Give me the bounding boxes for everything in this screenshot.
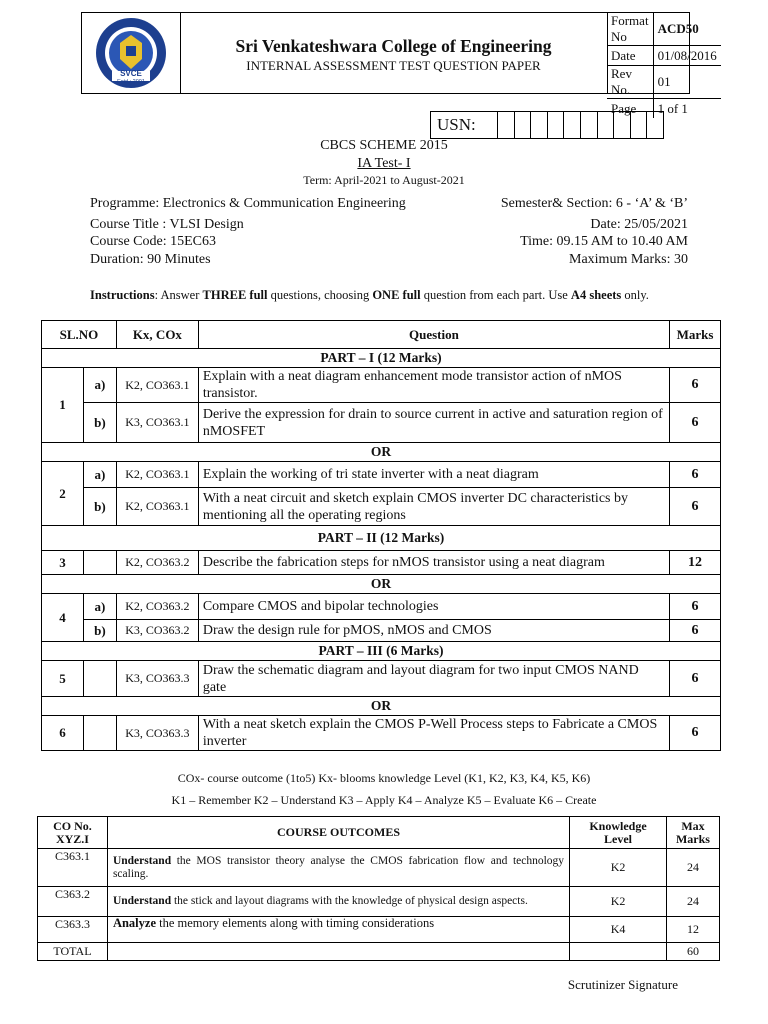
instructions-bold: THREE full — [202, 288, 268, 302]
duration: Duration: 90 Minutes — [90, 252, 211, 267]
question-text: With a neat circuit and sketch explain CMOS inverter DC characteristics by mentioning all the operating regions — [198, 488, 669, 526]
table-row — [42, 661, 721, 697]
marks: 6 — [669, 620, 720, 642]
question-text: Derive the expression for drain to source current in active and saturation region of nMOSFET — [198, 403, 669, 443]
or-separator: OR — [42, 697, 721, 716]
header-co-no — [38, 817, 108, 849]
question-number: 1 — [42, 368, 84, 443]
header-max-marks: Max Marks — [666, 817, 719, 849]
part-heading: PART – III (6 Marks) — [42, 642, 721, 661]
question-number: 6 — [42, 716, 84, 751]
outcome-text: the memory elements along with timing considerations — [156, 916, 435, 930]
knowledge-level: K2 — [570, 849, 667, 887]
knowledge-level: K2 — [570, 887, 667, 917]
sub-question: b) — [83, 620, 116, 642]
outcome-description — [107, 849, 569, 887]
total-marks: 60 — [666, 943, 719, 961]
programme: Programme: Electronics & Communication Engineering — [90, 196, 406, 211]
exam-time: Time: 09.15 AM to 10.40 AM — [520, 234, 688, 249]
scrutinizer-signature: Scrutinizer Signature — [567, 977, 678, 992]
question-text: Explain with a neat diagram enhancement mode transistor action of nMOS transistor. — [198, 368, 669, 403]
header-co-format: XYZ.I — [55, 831, 89, 846]
usn-box — [430, 111, 664, 139]
question-table — [41, 320, 721, 751]
part-heading: PART – II (12 Marks) — [42, 526, 721, 551]
table-row — [42, 716, 721, 751]
semester-section: Semester& Section: 6 - ‘A’ & ‘B’ — [500, 196, 688, 211]
max-marks-value: 24 — [666, 887, 719, 917]
kx-co: K3, CO363.3 — [116, 661, 198, 697]
max-marks-value: 12 — [666, 917, 719, 943]
test-name: IA Test- I — [357, 156, 411, 171]
empty-cell — [570, 943, 667, 961]
outcome-text: the stick and layout diagrams with the knowledge of physical design aspects. — [171, 895, 528, 907]
co-number: C363.3 — [38, 917, 108, 943]
table-row — [42, 594, 721, 620]
header-course-outcomes: COURSE OUTCOMES — [107, 817, 569, 849]
course-title: Course Title : VLSI Design — [90, 217, 244, 232]
title-cell — [180, 13, 608, 93]
kx-co: K3, CO363.1 — [116, 403, 198, 443]
header-marks: Marks — [669, 321, 720, 349]
kx-co: K2, CO363.1 — [116, 462, 198, 488]
instructions-text: : Answer — [154, 288, 203, 302]
meta-key: Page — [607, 99, 653, 119]
usn-digit-box[interactable] — [564, 112, 581, 138]
question-number: 3 — [42, 551, 84, 575]
outcome-text: the MOS transistor theory analyse the CMOS fabrication flow and technology scaling. — [112, 854, 565, 880]
empty-cell — [83, 551, 116, 575]
header-slno: SL.NO — [42, 321, 117, 349]
kx-co: K2, CO363.2 — [116, 551, 198, 575]
sub-question: b) — [83, 488, 116, 526]
table-row — [42, 488, 721, 526]
outcome-verb: Analyze — [112, 916, 156, 930]
outcome-verb: Understand — [112, 854, 172, 867]
college-logo-cell — [82, 13, 181, 93]
empty-cell — [83, 716, 116, 751]
co-number: C363.2 — [38, 887, 108, 917]
max-marks: Maximum Marks: 30 — [569, 252, 688, 267]
meta-value: 1 of 1 — [657, 100, 688, 116]
header-knowledge-level: Knowledge Level — [570, 817, 667, 849]
meta-value: ACD50 — [653, 13, 721, 46]
kx-co: K2, CO363.1 — [116, 368, 198, 403]
kx-co: K2, CO363.2 — [116, 594, 198, 620]
usn-digit-box[interactable] — [614, 112, 631, 138]
sub-question: b) — [83, 403, 116, 443]
question-text: Draw the design rule for pMOS, nMOS and CMOS — [198, 620, 669, 642]
total-label: TOTAL — [38, 943, 108, 961]
kx-co: K3, CO363.2 — [116, 620, 198, 642]
instructions-bold: A4 sheets — [570, 288, 622, 302]
empty-cell — [107, 943, 569, 961]
marks: 6 — [669, 368, 720, 403]
college-name: Sri Venkateshwara College of Engineering — [235, 36, 552, 56]
question-text: Compare CMOS and bipolar technologies — [198, 594, 669, 620]
course-outcomes-table — [37, 816, 720, 961]
sub-question: a) — [83, 368, 116, 403]
instructions-text: questions, choosing — [267, 288, 373, 302]
max-marks-value: 24 — [666, 849, 719, 887]
usn-digit-box[interactable] — [548, 112, 565, 138]
marks: 6 — [669, 488, 720, 526]
question-text: Draw the schematic diagram and layout diagram for two input CMOS NAND gate — [198, 661, 669, 697]
meta-key: Date — [607, 46, 653, 66]
outcomes-header-row — [38, 817, 720, 849]
total-row — [38, 943, 720, 961]
table-row — [42, 403, 721, 443]
usn-digit-box[interactable] — [531, 112, 548, 138]
logo-text: SVCE — [120, 69, 142, 78]
meta-value: 01 — [653, 66, 721, 99]
kx-co: K3, CO363.3 — [116, 716, 198, 751]
usn-digit-box[interactable] — [581, 112, 598, 138]
marks: 6 — [669, 716, 720, 751]
table-row — [42, 462, 721, 488]
table-row — [38, 887, 720, 917]
document-header — [81, 12, 717, 116]
logo-estd: Estd.: 2001 — [117, 79, 145, 85]
paper-subtitle: INTERNAL ASSESSMENT TEST QUESTION PAPER — [246, 58, 541, 73]
scheme: CBCS SCHEME 2015 — [320, 138, 448, 153]
instructions-text: question from each part. Use — [420, 288, 571, 302]
header-question: Question — [198, 321, 669, 349]
table-row — [42, 551, 721, 575]
table-row — [38, 917, 720, 943]
meta-value: 01/08/2016 — [653, 46, 721, 66]
outcome-description — [107, 887, 569, 917]
meta-key: Format No — [607, 13, 653, 46]
knowledge-level: K4 — [570, 917, 667, 943]
question-number: 4 — [42, 594, 84, 642]
usn-digit-box[interactable] — [598, 112, 615, 138]
header-co-label: CO No. — [53, 818, 92, 833]
instructions — [90, 288, 650, 303]
empty-cell — [83, 661, 116, 697]
question-text: Explain the working of tri state inverter with a neat diagram — [198, 462, 669, 488]
question-number: 2 — [42, 462, 84, 526]
usn-digit-box[interactable] — [515, 112, 532, 138]
exam-date: Date: 25/05/2021 — [590, 217, 688, 232]
question-text: With a neat sketch explain the CMOS P-Well Process steps to Fabricate a CMOS inverter — [198, 716, 669, 751]
usn-digit-box[interactable] — [631, 112, 648, 138]
table-row — [42, 620, 721, 642]
question-number: 5 — [42, 661, 84, 697]
meta-key: Rev No. — [607, 66, 653, 99]
marks: 6 — [669, 462, 720, 488]
usn-digit-box[interactable] — [498, 112, 515, 138]
part-heading: PART – I (12 Marks) — [42, 349, 721, 368]
table-row — [42, 368, 721, 403]
marks: 6 — [669, 661, 720, 697]
table-header-row — [42, 321, 721, 349]
instructions-label: Instructions — [90, 288, 155, 302]
kx-co: K2, CO363.1 — [116, 488, 198, 526]
sub-question: a) — [83, 594, 116, 620]
usn-label: USN: — [431, 112, 498, 138]
marks: 12 — [669, 551, 720, 575]
outcome-description — [107, 917, 569, 943]
usn-digit-box[interactable] — [647, 112, 663, 138]
course-code: Course Code: 15EC63 — [90, 234, 216, 249]
marks: 6 — [669, 594, 720, 620]
co-number: C363.1 — [38, 849, 108, 887]
outcome-verb: Understand — [112, 895, 172, 907]
format-meta-table — [607, 13, 721, 118]
table-row — [38, 849, 720, 887]
sub-question: a) — [83, 462, 116, 488]
instructions-bold: ONE full — [372, 288, 421, 302]
or-separator: OR — [42, 575, 721, 594]
legend-co-kx: COx- course outcome (1to5) Kx- blooms knowledge Level (K1, K2, K3, K4, K5, K6) — [177, 771, 591, 785]
term: Term: April-2021 to August-2021 — [303, 173, 465, 187]
header-kx: Kx, COx — [116, 321, 198, 349]
instructions-text: only. — [621, 288, 649, 302]
legend-knowledge-levels: K1 – Remember K2 – Understand K3 – Apply K4 – Analyze K5 – Evaluate K6 – Create — [171, 793, 597, 807]
marks: 6 — [669, 403, 720, 443]
question-text: Describe the fabrication steps for nMOS transistor using a neat diagram — [198, 551, 669, 575]
or-separator: OR — [42, 443, 721, 462]
